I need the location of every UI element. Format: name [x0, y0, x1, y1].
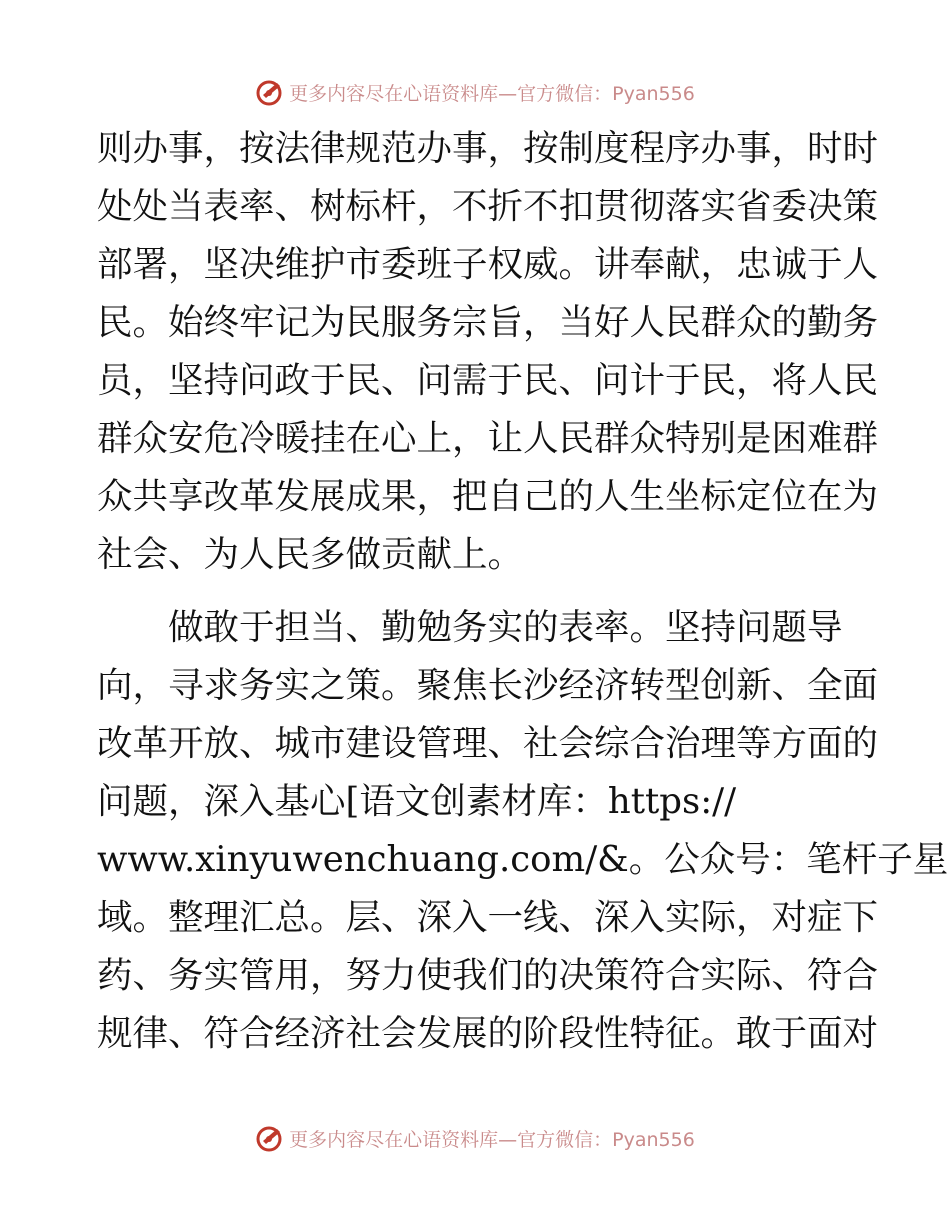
document-body: [97, 120, 949, 1063]
body-line: 规律、符合经济社会发展的阶段性特征。敢于面对: [97, 1013, 879, 1054]
header-banner-text: 更多内容尽在心语资料库—官方微信：Pyan556: [289, 82, 695, 105]
body-line: 员，坚持问政于民、问需于民、问计于民，将人民: [97, 360, 879, 401]
body-line: 群众安危冷暖挂在心上，让人民群众特别是困难群: [97, 418, 879, 459]
header-banner: [0, 72, 950, 112]
body-line: 则办事，按法律规范办事，按制度程序办事，时时: [97, 128, 879, 169]
body-line: 社会、为人民多做贡献上。: [97, 534, 524, 575]
body-line: 处处当表率、树标杆，不折不扣贯彻落实省委决策: [97, 186, 879, 227]
body-line: 众共享改革发展成果，把自己的人生坐标定位在为: [97, 476, 879, 517]
brand-logo-icon: [255, 77, 285, 107]
body-line: 部署，坚决维护市委班子权威。讲奉献，忠诚于人: [97, 244, 879, 285]
body-line: 做敢于担当、勤勉务实的表率。坚持问题导: [97, 607, 843, 648]
body-line: 药、务实管用，努力使我们的决策符合实际、符合: [97, 955, 879, 996]
body-line: www.xinyuwenchuang.com/&。公众号：笔杆子星: [97, 839, 949, 880]
brand-logo-icon: [255, 1123, 285, 1153]
body-line: 域。整理汇总。层、深入一线、深入实际，对症下: [97, 897, 879, 938]
body-line: 向，寻求务实之策。聚焦长沙经济转型创新、全面: [97, 665, 879, 706]
body-line: 改革开放、城市建设管理、社会综合治理等方面的: [97, 723, 879, 764]
footer-banner-text: 更多内容尽在心语资料库—官方微信：Pyan556: [289, 1128, 695, 1151]
body-line: 问题，深入基心[语文创素材库：https://: [97, 781, 737, 822]
body-line: 民。始终牢记为民服务宗旨，当好人民群众的勤务: [97, 302, 879, 343]
footer-banner: [0, 1118, 950, 1158]
paragraph-gap: [97, 584, 857, 599]
